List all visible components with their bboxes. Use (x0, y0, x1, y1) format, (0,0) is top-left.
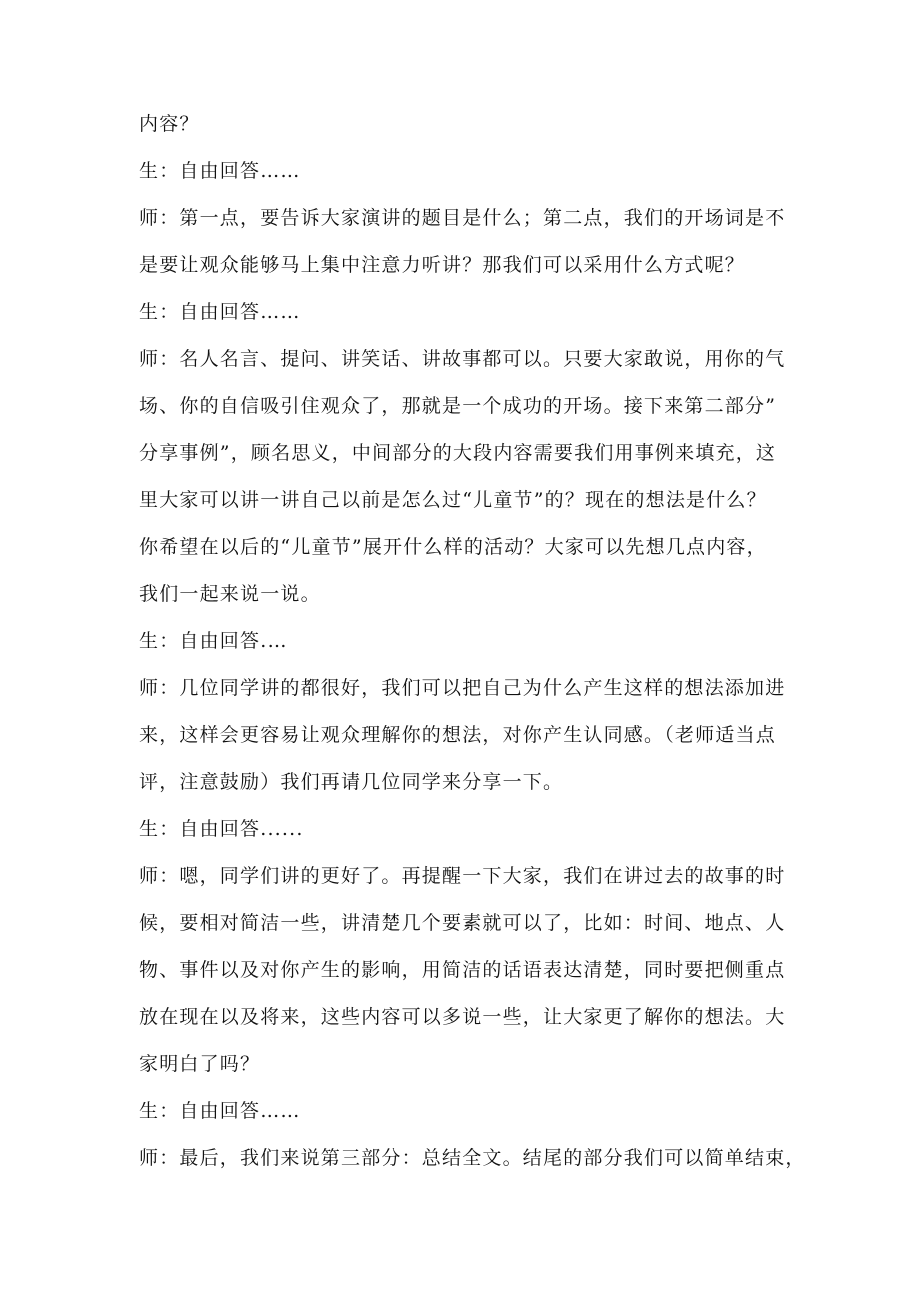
text-line: 场、你的自信吸引住观众了，那就是一个成功的开场。接下来第二部分” (139, 395, 777, 417)
text-line: 师：第一点，要告诉大家演讲的题目是什么；第二点，我们的开场词是不 (139, 207, 786, 229)
text-line: 评，注意鼓励）我们再请几位同学来分享一下。 (139, 771, 564, 793)
text-line: 师：几位同学讲的都很好，我们可以把自己为什么产生这样的想法添加进 (139, 677, 786, 699)
text-line: 师：嗯，同学们讲的更好了。再提醒一下大家，我们在讲过去的故事的时 (139, 865, 786, 887)
text-line: 候，要相对简洁一些，讲清楚几个要素就可以了，比如：时间、地点、人 (139, 912, 786, 934)
text-line: 生：自由回答…… (139, 160, 301, 182)
text-line: 师：名人名言、提问、讲笑话、讲故事都可以。只要大家敢说，用你的气 (139, 348, 786, 370)
text-line: 师：最后，我们来说第三部分：总结全文。结尾的部分我们可以简单结束， (139, 1147, 806, 1169)
text-line: 生：自由回答.… (139, 630, 288, 652)
text-line: 你希望在以后的“儿童节”展开什么样的活动？大家可以先想几点内容， (139, 536, 767, 558)
text-line: 分享事例”，顾名思义，中间部分的大段内容需要我们用事例来填充，这 (139, 442, 777, 464)
text-line: 物、事件以及对你产生的影响，用简洁的话语表达清楚，同时要把侧重点 (139, 959, 786, 981)
text-line: 生：自由回答…… (139, 1100, 301, 1122)
text-line: 放在现在以及将来，这些内容可以多说一些，让大家更了解你的想法。大 (139, 1006, 786, 1028)
text-line: 里大家可以讲一讲自己以前是怎么过“儿童节”的？现在的想法是什么？ (139, 489, 767, 511)
text-line: 来，这样会更容易让观众理解你的想法，对你产生认同感。（老师适当点 (139, 724, 776, 746)
text-line: 家明白了吗？ (139, 1053, 261, 1075)
text-line: 生：自由回答...... (139, 818, 304, 840)
text-line: 我们一起来说一说。 (139, 583, 321, 605)
text-line: 是要让观众能够马上集中注意力听讲？那我们可以采用什么方式呢？ (139, 254, 746, 276)
text-line: 生：自由回答…… (139, 301, 301, 323)
text-line: 内容？ (139, 113, 200, 135)
